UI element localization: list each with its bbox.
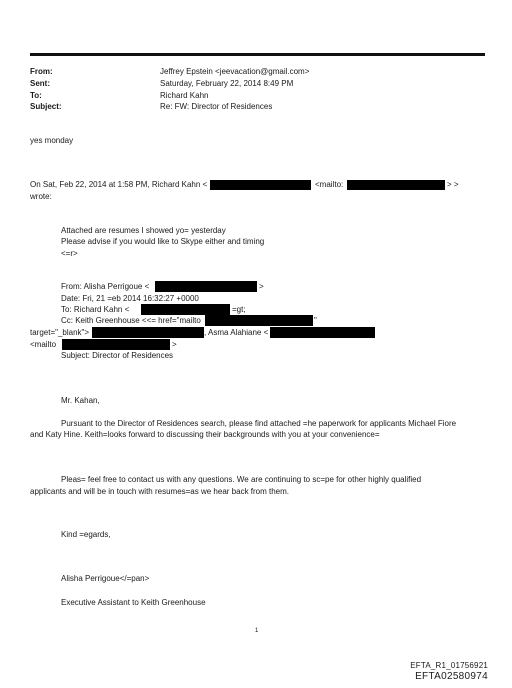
redaction-box	[210, 180, 311, 190]
fwd-from: From: Alisha Perrigoue <	[61, 282, 150, 291]
top-rule	[30, 53, 485, 56]
signature-name: Alisha Perrigoue</=pan>	[61, 574, 150, 583]
fwd-from-end: >	[259, 282, 264, 291]
fwd-date: Date: Fri, 21 =eb 2014 16:32:27 +0000	[61, 294, 199, 303]
from-value: Jeffrey Epstein <jeevacation@gmail.com>	[160, 67, 310, 76]
fwd-cc-end: "	[314, 316, 317, 325]
kahn-line-1: Attached are resumes I showed yo= yesterday	[61, 226, 226, 235]
fwd-asma: , Asma Alahiane <	[204, 328, 269, 337]
to-value: Richard Kahn	[160, 91, 209, 100]
closing: Kind =egards,	[61, 530, 111, 539]
fwd-subject: Subject: Director of Residences	[61, 351, 174, 360]
quote-header: On Sat, Feb 22, 2014 at 1:58 PM, Richard Kahn <	[30, 180, 208, 189]
fwd-target: target="_blank">	[30, 328, 90, 337]
footer-id-1: EFTA_R1_01756921	[410, 661, 488, 670]
footer-id-2: EFTA02580974	[415, 671, 488, 682]
fwd-to: To: Richard Kahn <	[61, 305, 130, 314]
subject-label: Subject:	[30, 102, 62, 111]
quote-mailto: <mailto:	[315, 180, 344, 189]
subject-value: Re: FW: Director of Residences	[160, 102, 273, 111]
fwd-mailto: <mailto	[30, 340, 57, 349]
fwd-to-end: =gt;	[232, 305, 246, 314]
quote-header-end: > >	[447, 180, 459, 189]
fwd-cc: Cc: Keith Greenhouse <<= href="mailto	[61, 316, 201, 325]
salutation: Mr. Kahan,	[61, 396, 100, 405]
to-label: To:	[30, 91, 42, 100]
para2-line2: applicants and will be in touch with resumes=as we hear back from them.	[30, 487, 290, 496]
reply-text: yes monday	[30, 136, 74, 145]
sent-label: Sent:	[30, 79, 50, 88]
kahn-line-2: Please advise if you would like to Skype either and timing	[61, 237, 265, 246]
redaction-box	[270, 327, 375, 338]
para1-line2: and Katy Hine. Keith=looks forward to discussing their backgrounds with you at your convenience=	[30, 430, 380, 439]
quote-wrote: wrote:	[30, 192, 52, 201]
redaction-box	[205, 315, 313, 326]
kahn-line-3: <=r>	[61, 249, 78, 258]
page-number: 1	[255, 628, 259, 634]
redaction-box	[347, 180, 445, 190]
para2-line1: Pleas= feel free to contact us with any questions. We are continuing to sc=pe for other highly qualified	[61, 475, 422, 484]
para1-line1: Pursuant to the Director of Residences search, please find attached =he paperwork for applicants Michael Fiore	[61, 419, 457, 428]
fwd-mailto-end: >	[172, 340, 177, 349]
sent-value: Saturday, February 22, 2014 8:49 PM	[160, 79, 294, 88]
from-label: From:	[30, 67, 53, 76]
signature-title: Executive Assistant to Keith Greenhouse	[61, 598, 206, 607]
redaction-box	[92, 327, 204, 338]
redaction-box	[62, 339, 170, 350]
redaction-box	[141, 304, 230, 315]
redaction-box	[155, 281, 257, 292]
